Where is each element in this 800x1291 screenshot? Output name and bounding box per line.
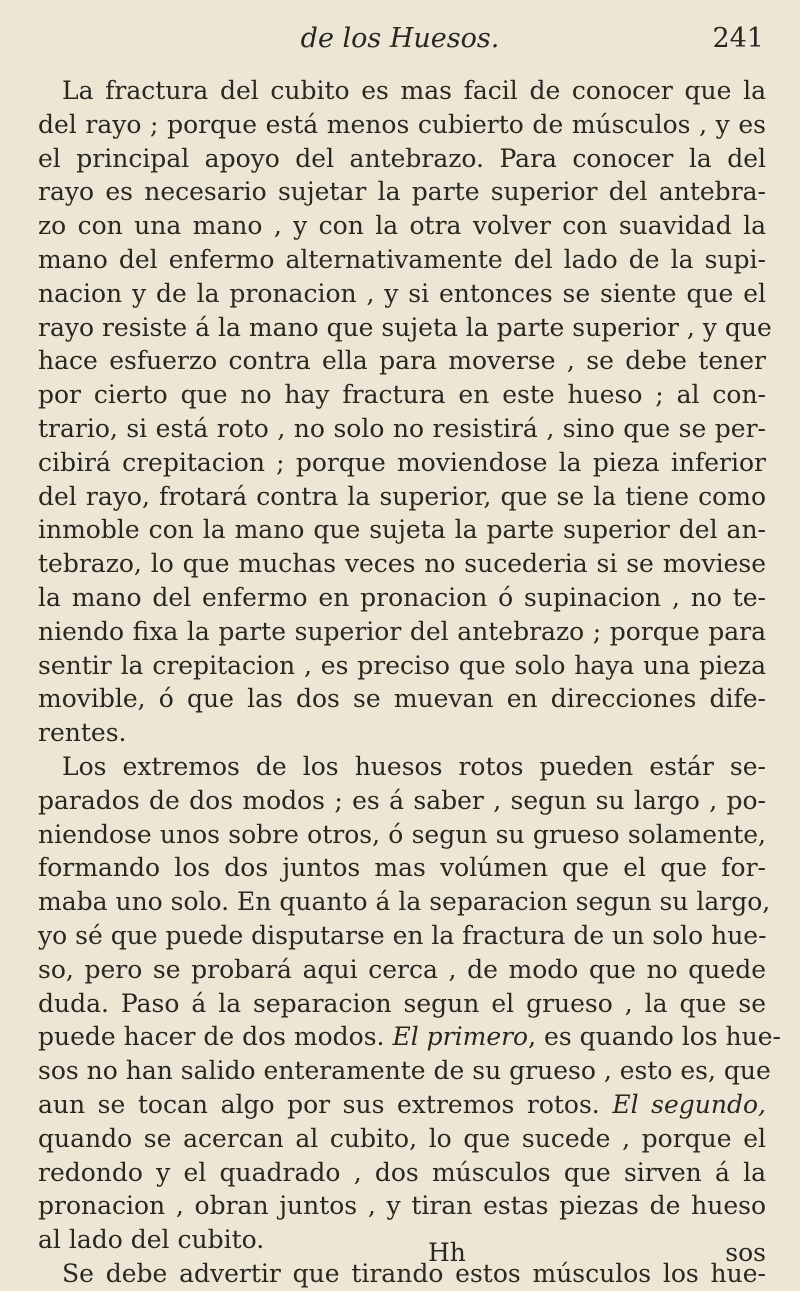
page-number: 241 xyxy=(712,23,764,54)
text-line: redondo y el quadrado , dos músculos que sirven á la xyxy=(38,1157,766,1187)
text-line: duda. Paso á la separacion segun el grueso , la que se xyxy=(38,988,766,1018)
running-head xyxy=(0,22,800,58)
text-line: rayo es necesario sujetar la parte superior del antebra- xyxy=(38,177,766,207)
text-line: sos no han salido enteramente de su grueso , esto es, que xyxy=(38,1056,771,1086)
body-text xyxy=(38,74,781,1291)
text-line: Los extremos de los huesos rotos pueden estár se- xyxy=(62,751,766,781)
text-line: la mano del enfermo en pronacion ó supinacion , no te- xyxy=(38,582,766,612)
page-footer xyxy=(38,1236,766,1270)
text-line: cibirá crepitacion ; porque moviendose la pieza inferior xyxy=(38,447,766,477)
text-line: sentir la crepitacion , es preciso que solo haya una pieza xyxy=(38,650,766,680)
text-line: Se debe advertir que tirando estos músculos los hue- xyxy=(62,1258,766,1288)
text-line: La fractura del cubito es mas facil de conocer que la xyxy=(62,76,766,105)
text-line xyxy=(38,1020,781,1054)
text-line: del rayo ; porque está menos cubierto de músculos , y es xyxy=(38,109,766,139)
catchword: sos xyxy=(725,1238,766,1267)
text-line: zo con una mano , y con la otra volver con suavidad la xyxy=(38,211,766,241)
text-line: el principal apoyo del antebrazo. Para conocer la del xyxy=(38,143,766,173)
text-line: pronacion , obran juntos , y tiran estas piezas de hueso xyxy=(38,1191,766,1221)
text-line: niendo fixa la parte superior del antebrazo ; porque para xyxy=(38,616,766,646)
text-line: maba uno solo. En quanto á la separacion segun su largo, xyxy=(38,887,771,917)
text-line: por cierto que no hay fractura en este hueso ; al con- xyxy=(38,380,766,410)
text-line: parados de dos modos ; es á saber , segun su largo , po- xyxy=(38,785,766,815)
text-line: mano del enfermo alternativamente del lado de la supi- xyxy=(38,244,766,274)
signature-mark: Hh xyxy=(428,1238,466,1267)
text-line: niendose unos sobre otros, ó segun su grueso solamente, xyxy=(38,819,766,849)
text-line: nacion y de la pronacion , y si entonces se siente que el xyxy=(38,278,766,308)
text-line xyxy=(38,1088,766,1122)
text-line: tebrazo, lo que muchas veces no sucederia si se moviese xyxy=(38,549,766,579)
text-line: inmoble con la mano que sujeta la parte superior del an- xyxy=(38,515,766,545)
text-line: al lado del cubito. xyxy=(38,1225,265,1255)
text-segment: aun se tocan algo por sus extremos rotos. xyxy=(38,1089,600,1119)
text-line: formando los dos juntos mas volúmen que el que for- xyxy=(38,853,766,883)
italic-term: El primero xyxy=(392,1022,529,1052)
text-line: hace esfuerzo contra ella para moverse , se debe tener xyxy=(38,346,766,376)
text-segment: puede hacer de dos modos. xyxy=(38,1022,385,1052)
text-line: del rayo, frotará contra la superior, que se la tiene como xyxy=(38,481,766,511)
text-line: so, pero se probará aqui cerca , de modo que no quede xyxy=(38,954,766,984)
text-line: movible, ó que las dos se muevan en direcciones dife- xyxy=(38,684,766,714)
text-line: yo sé que puede disputarse en la fractura de un solo hue- xyxy=(38,920,767,950)
text-line: rentes. xyxy=(38,718,127,748)
text-line: trario, si está roto , no solo no resistirá , sino que se per- xyxy=(38,413,766,443)
italic-term: El segundo, xyxy=(612,1089,766,1119)
running-title: de los Huesos. xyxy=(300,23,500,54)
text-line: quando se acercan al cubito, lo que sucede , porque el xyxy=(38,1123,766,1153)
text-line: rayo resiste á la mano que sujeta la parte superior , y que xyxy=(38,312,772,342)
text-segment: , es quando los hue- xyxy=(528,1022,781,1052)
